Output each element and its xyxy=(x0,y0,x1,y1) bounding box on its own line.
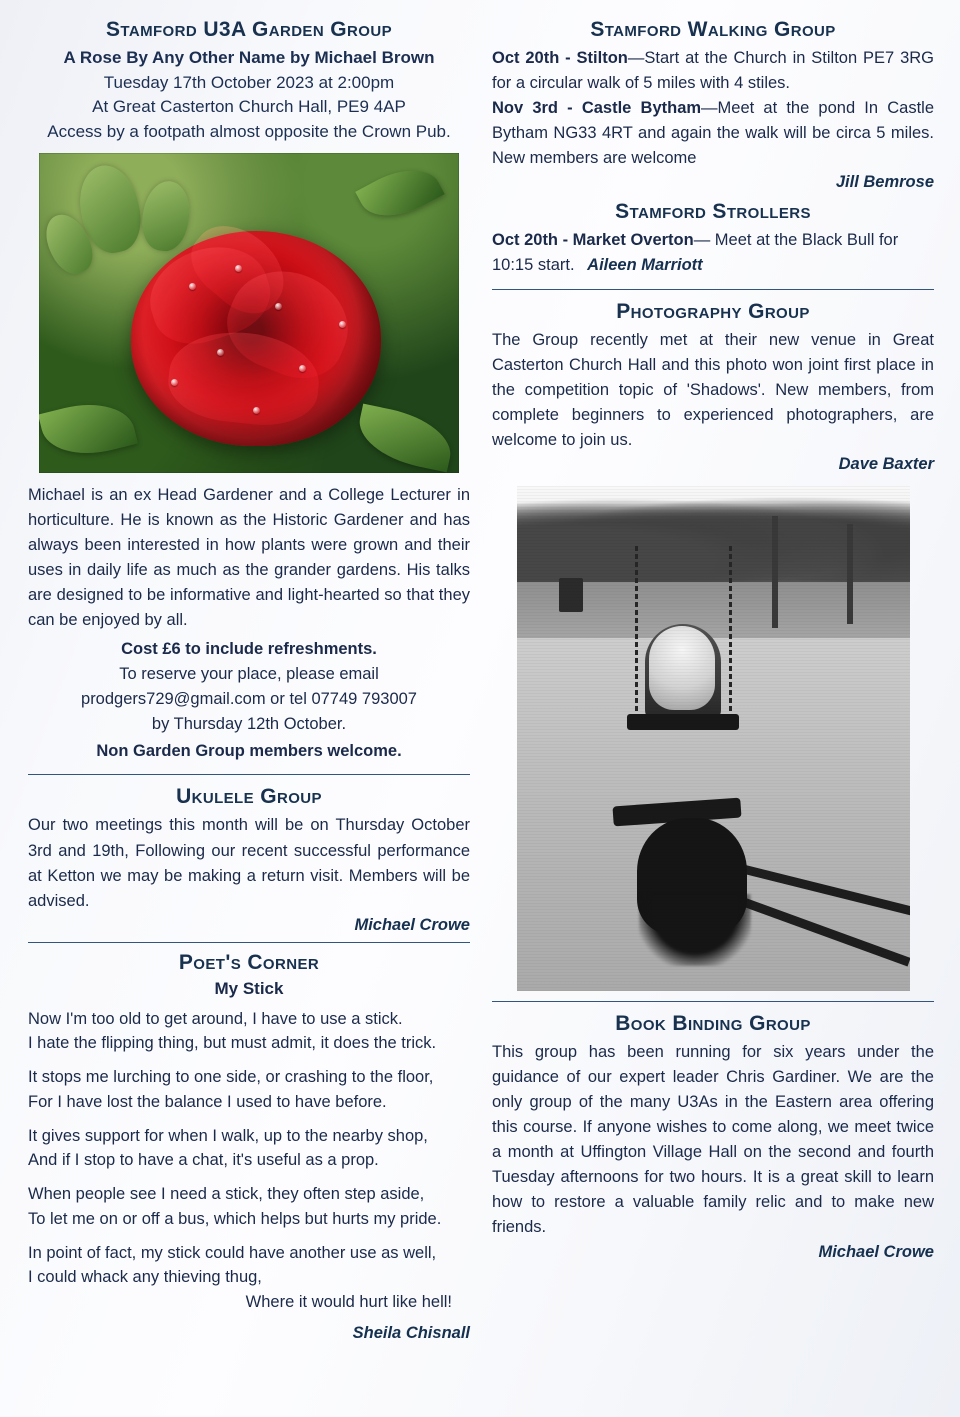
walking-group-event-1-detail: —Start at the Church in Stilton PE7 3RG for a circular walk of 5 miles with 4 stiles. xyxy=(492,49,934,93)
garden-group-section xyxy=(28,18,470,764)
garden-group-access: Access by a footpath almost opposite the Crown Pub. xyxy=(47,121,451,141)
strollers-event-date: Oct 20th - Market Overton xyxy=(492,231,694,250)
poem-line: I could whack any thieving thug, xyxy=(28,1268,262,1287)
poem-line: And if I stop to have a chat, it's useful as a prop. xyxy=(28,1151,379,1170)
book-binding-group-byline: Michael Crowe xyxy=(818,1242,934,1261)
garden-group-contact: prodgers729@gmail.com or tel 07749 793007 xyxy=(81,690,417,709)
ukulele-group-description: Our two meetings this month will be on Thursday October 3rd and 19th, Following our recent successful performance at Ketton we may be making a return visit. Members will be advised. xyxy=(28,816,470,910)
garden-group-nonmember-note: Non Garden Group members welcome. xyxy=(96,742,402,761)
poem-line: In point of fact, my stick could have another use as well, xyxy=(28,1243,437,1262)
divider xyxy=(492,289,934,290)
child-on-swing-shadow-photo xyxy=(517,486,910,991)
left-column xyxy=(22,18,470,1407)
poem-line: To let me on or off a bus, which helps but hurts my pride. xyxy=(28,1209,442,1228)
walking-group-event-2 xyxy=(492,96,934,171)
poets-corner-heading: Poet's Corner xyxy=(178,950,320,974)
garden-group-reserve-line1: To reserve your place, please email xyxy=(119,665,379,684)
poem-line: It gives support for when I walk, up to the nearby shop, xyxy=(28,1126,428,1145)
photography-group-section xyxy=(492,300,934,991)
walking-group-event-2-detail: —Meet at the pond In Castle Bytham NG33 4RT and again the walk will be circa 5 miles. New members are welcome xyxy=(492,99,934,168)
walking-group-heading: Stamford Walking Group xyxy=(590,18,836,41)
book-binding-group-section xyxy=(492,1012,934,1262)
divider xyxy=(28,774,470,775)
ukulele-group-heading: Ukulele Group xyxy=(176,785,322,809)
divider xyxy=(492,1001,934,1002)
walking-group-byline: Jill Bemrose xyxy=(835,173,934,192)
garden-group-deadline: by Thursday 12th October. xyxy=(151,715,347,734)
poem-closing-line: Where it would hurt like hell! xyxy=(245,1293,452,1312)
strollers-event xyxy=(492,228,934,278)
strollers-section xyxy=(492,200,934,278)
garden-group-heading: Stamford U3A Garden Group xyxy=(106,18,392,41)
strollers-event-detail: — Meet at the Black Bull for 10:15 start. xyxy=(492,231,899,275)
garden-group-venue: At Great Casterton Church Hall, PE9 4AP xyxy=(92,97,406,117)
garden-group-talk-title: A Rose By Any Other Name by Michael Brown xyxy=(63,48,435,67)
poem-line: It stops me lurching to one side, or crashing to the floor, xyxy=(28,1068,434,1087)
photography-group-byline: Dave Baxter xyxy=(838,454,934,473)
walking-group-event-1 xyxy=(492,46,934,96)
poem-line: When people see I need a stick, they often step aside, xyxy=(28,1185,425,1204)
poem-stanza xyxy=(28,1241,470,1315)
poem-stanza xyxy=(28,1182,470,1232)
strollers-byline: Aileen Marriott xyxy=(587,256,703,275)
ukulele-group-byline: Michael Crowe xyxy=(354,915,470,934)
photography-group-heading: Photography Group xyxy=(616,299,810,323)
photography-group-description: The Group recently met at their new venue in Great Casterton Church Hall and this photo won joint first place in the competition topic of 'Shadows'. New members, from complete beginners to experienced photographers, are welcome to join us. xyxy=(492,330,934,449)
poem-byline: Sheila Chisnall xyxy=(352,1323,470,1342)
book-binding-group-heading: Book Binding Group xyxy=(615,1011,811,1035)
poem-stanza xyxy=(28,1007,470,1057)
two-column-layout xyxy=(22,18,938,1407)
walking-group-event-1-date: Oct 20th - Stilton xyxy=(492,49,628,67)
poem-line: For I have lost the balance I used to have before. xyxy=(28,1092,387,1111)
walking-group-event-2-date: Nov 3rd - Castle Bytham xyxy=(492,99,702,118)
poem-line: I hate the flipping thing, but must admit, it does the trick. xyxy=(28,1034,437,1053)
poets-corner-section xyxy=(28,951,470,1343)
garden-group-cost: Cost £6 to include refreshments. xyxy=(121,640,377,659)
divider xyxy=(28,942,470,943)
strollers-heading: Stamford Strollers xyxy=(615,200,811,224)
poem-title: My Stick xyxy=(214,978,284,998)
poem-stanza xyxy=(28,1124,470,1174)
right-column xyxy=(492,18,938,1407)
garden-group-datetime: Tuesday 17th October 2023 at 2:00pm xyxy=(103,72,395,92)
red-rose-photo xyxy=(39,153,459,473)
poem-line: Now I'm too old to get around, I have to use a stick. xyxy=(28,1009,403,1028)
walking-group-section xyxy=(492,18,934,192)
ukulele-group-section xyxy=(28,785,470,934)
book-binding-group-description: This group has been running for six years under the guidance of our expert leader Chris Gardiner. We are the only group of the many U3As in the Eastern area offering this course. If anyone wishes to come along, we meet twice a month at Uffington Village Hall on the second and fourth Tuesday afternoons for two hours. It is a great skill to learn how to restore a valuable family relic and to make new friends. xyxy=(492,1042,934,1237)
poem-stanza xyxy=(28,1065,470,1115)
garden-group-description: Michael is an ex Head Gardener and a College Lecturer in horticulture. He is known as the Historic Gardener and has always been interested in how plants were grown and their uses in daily life as much as the grander gardens. His talks are designed to be informative and light-hearted so that they can be enjoyed by all. xyxy=(28,485,470,629)
